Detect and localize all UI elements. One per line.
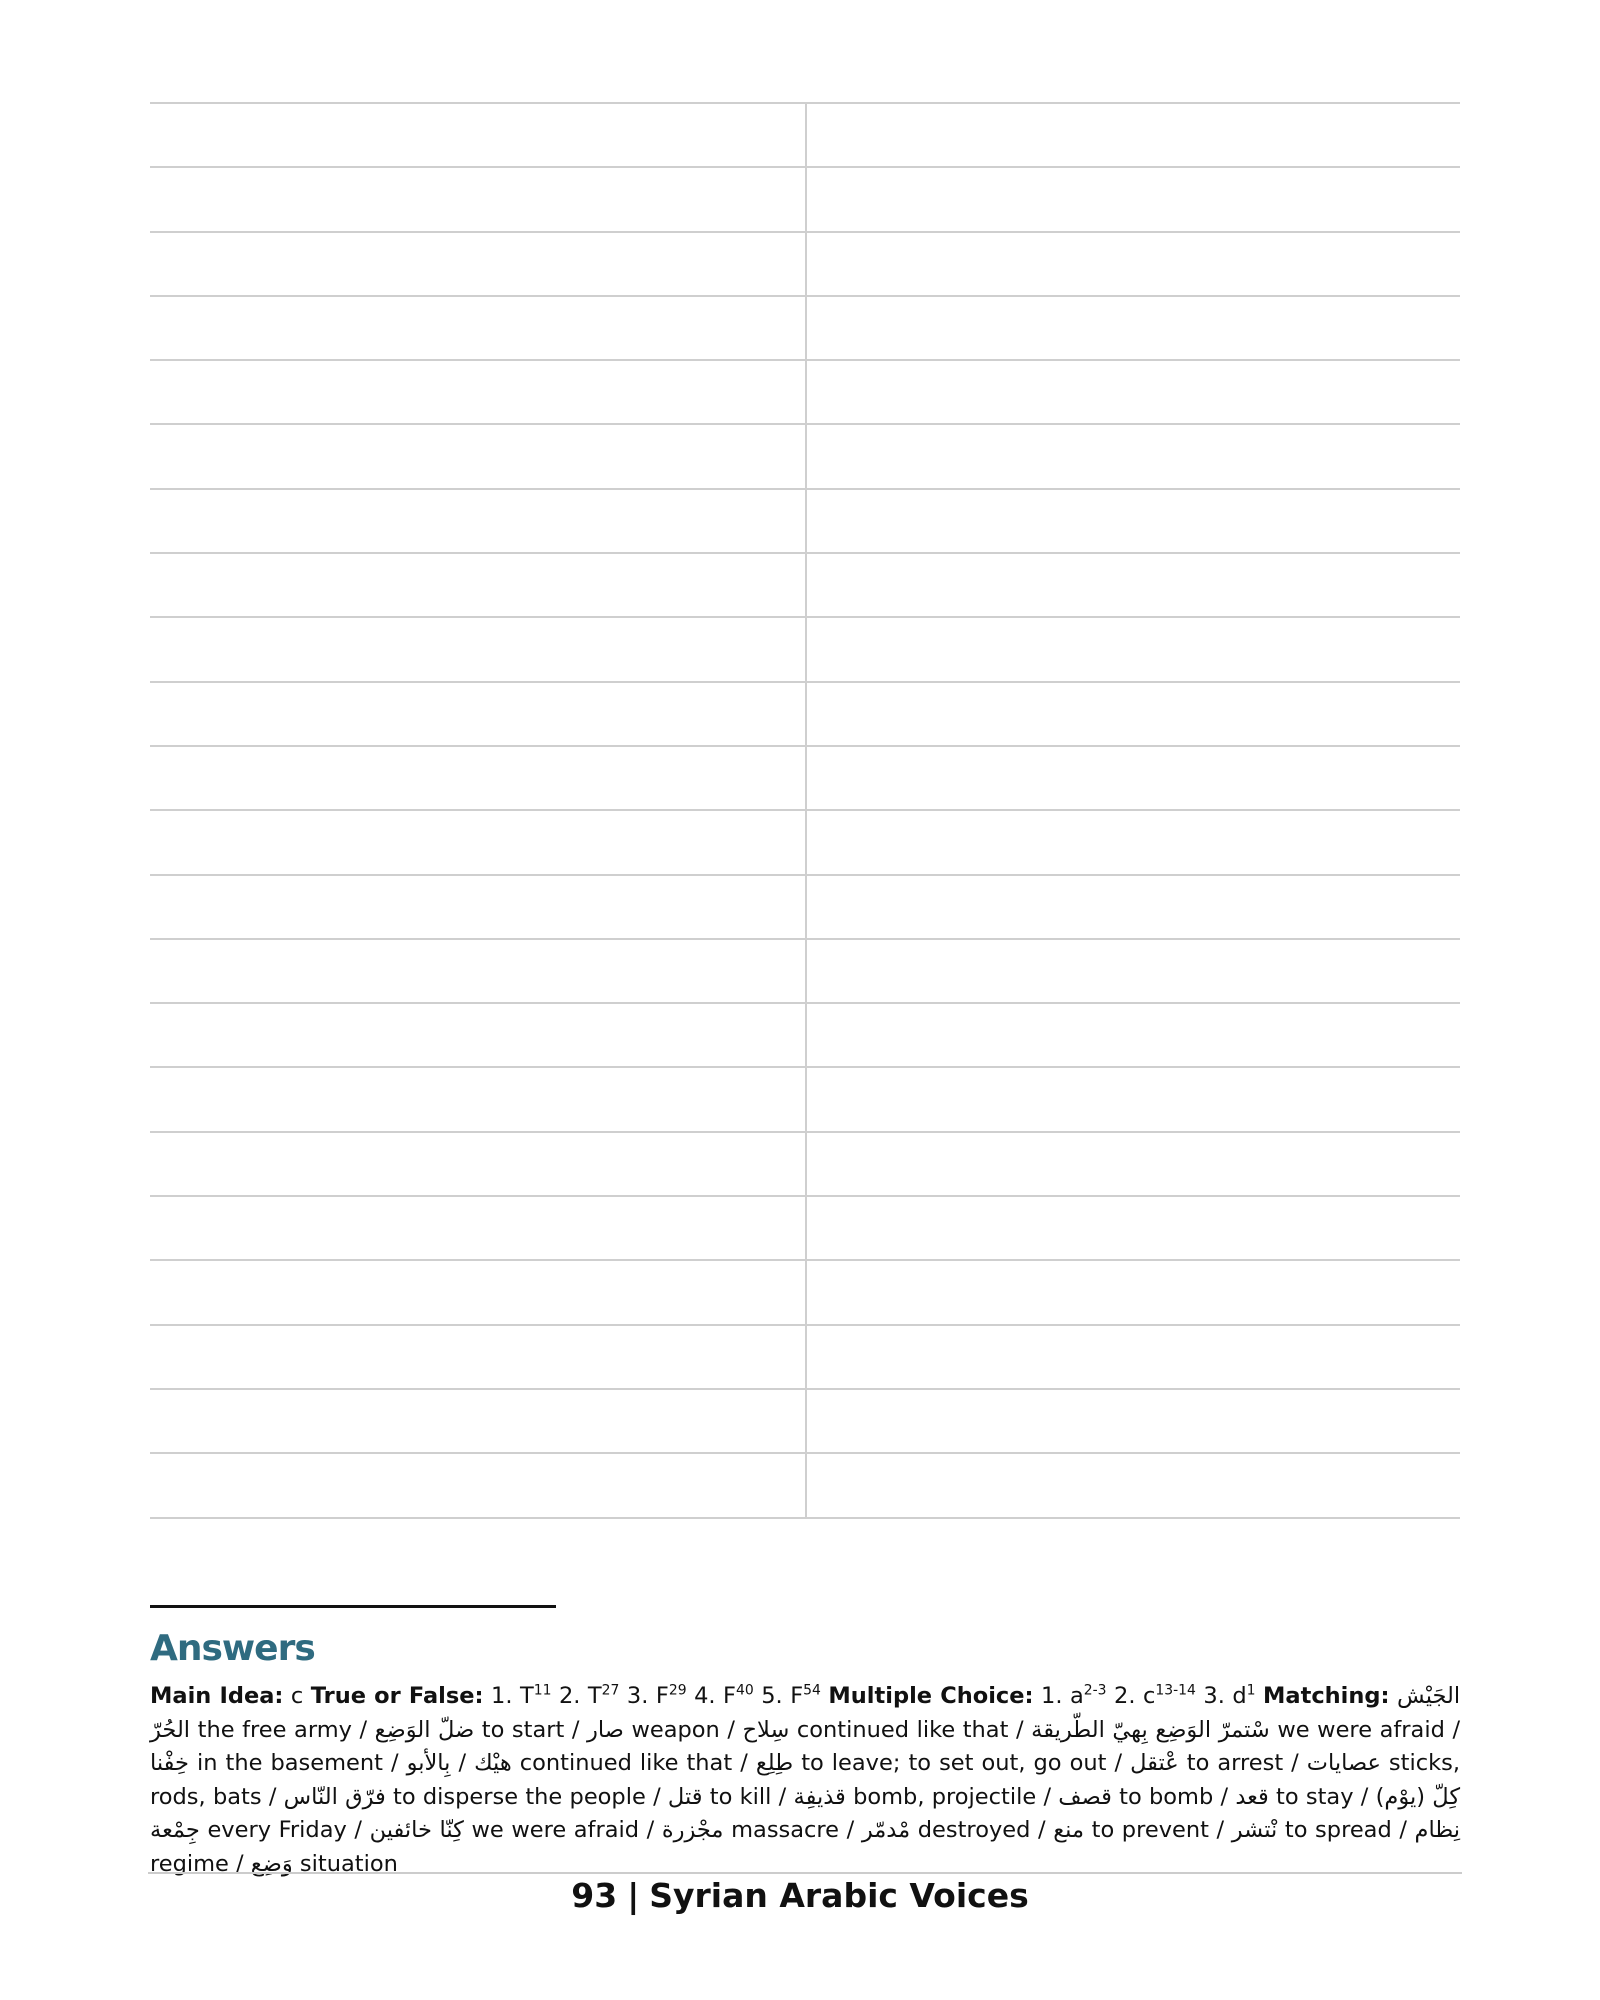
matching-arabic: خِفْنا: [150, 1750, 189, 1776]
table-row: [150, 1325, 1460, 1389]
matching-arabic: قذيفِة: [793, 1783, 846, 1810]
main-idea-label: Main Idea:: [150, 1683, 284, 1709]
table-cell-right: [806, 1196, 1460, 1260]
table-cell-right: [806, 296, 1460, 360]
matching-arabic: ضلّ الوَضِع: [374, 1716, 475, 1743]
main-idea-value: c: [290, 1683, 304, 1709]
matching-item: [474, 1750, 732, 1776]
tf-item-5: 5. $F^{54}$: [761, 1682, 821, 1709]
table-cell-right: [806, 1132, 1460, 1196]
matching-english: sticks, rods, bats: [150, 1750, 1460, 1810]
matching-english: to stay: [1276, 1783, 1354, 1810]
matching-arabic: سْتمرّ الوَضِع بِهيّ الطّريقة: [1031, 1716, 1270, 1743]
matching-arabic: نِظام: [1414, 1817, 1461, 1843]
table-row: [150, 232, 1460, 296]
matching-arabic: فرّق النّاس: [283, 1783, 386, 1810]
table-cell-left: [150, 1389, 806, 1453]
footer-separator: |: [627, 1876, 640, 1915]
table-row: [150, 617, 1460, 681]
matching-english: to leave; to set out, go out: [801, 1750, 1107, 1776]
matching-english: to kill: [709, 1783, 772, 1810]
matching-item: [1235, 1784, 1353, 1810]
table-cell-left: [150, 167, 806, 231]
table-cell-right: [806, 232, 1460, 296]
table-cell-right: [806, 939, 1460, 1003]
matching-english: to spread: [1284, 1817, 1392, 1843]
table-row: [150, 553, 1460, 617]
matching-english: to prevent: [1091, 1817, 1209, 1843]
tf-item-3: 3. $F^{29}$: [626, 1682, 687, 1709]
table-row: [150, 1453, 1460, 1517]
table-row: [150, 296, 1460, 360]
table-cell-left: [150, 1196, 806, 1260]
matching-item: [284, 1784, 646, 1810]
mc-item-3: 3. $d^1$: [1203, 1682, 1256, 1709]
matching-arabic: صار: [587, 1716, 624, 1743]
matching-item: [1053, 1817, 1209, 1843]
matching-arabic: قتل: [667, 1783, 703, 1810]
table-row: [150, 1003, 1460, 1067]
table-cell-right: [806, 1453, 1460, 1517]
table-cell-right: [806, 1067, 1460, 1131]
matching-arabic: مجْزرة: [661, 1817, 724, 1843]
table-row: [150, 1067, 1460, 1131]
table-cell-left: [150, 939, 806, 1003]
table-cell-right: [806, 424, 1460, 488]
table-cell-left: [150, 746, 806, 810]
tf-item-4: 4. $F^{40}$: [694, 1682, 754, 1709]
mc-item-2: 2. $c^{13-14}$: [1114, 1682, 1196, 1709]
table-row: [150, 1389, 1460, 1453]
table-cell-left: [150, 1067, 806, 1131]
matching-item: [1031, 1717, 1445, 1743]
table-row: [150, 360, 1460, 424]
matching-english: situation: [299, 1850, 398, 1877]
matching-english: to arrest: [1186, 1750, 1284, 1776]
matching-arabic: هيْك: [474, 1750, 512, 1776]
matching-item: [1130, 1750, 1283, 1776]
matching-item: [794, 1784, 1037, 1810]
table-cell-right: [806, 875, 1460, 939]
matching-arabic: كِنّا خائفين: [369, 1817, 464, 1843]
table-row: [150, 167, 1460, 231]
matching-item: [668, 1784, 772, 1810]
table-cell-right: [806, 553, 1460, 617]
matching-list: الجَيْش الحُرّ the free army / ضلّ الوَضِع to start / صار weapon / سِلاح continued like that / سْتمرّ الوَضِع بِهيّ الطّريقة we were afraid / خِفْنا in the basement / بِالأبو / هيْك continued like that / طِلِع to leave; to set out, go out / عْتقل to arrest / عصايات sticks, rods, bats / فرّق النّاس to disperse the people / قتل to kill / قذيفِة bomb, projectile / قصف to bomb / قعد to stay / كِلّ (يوْم) جِمْعة every Friday / كِنّا خائفين we were afraid / مجْزرة massacre / مْدمّر destroyed / منع to prevent / نْتشر to spread / نِظام regime / وَضِع situation: [150, 1683, 1461, 1877]
matching-item: [407, 1750, 451, 1776]
table-row: [150, 424, 1460, 488]
table-cell-right: [806, 489, 1460, 553]
table-cell-right: [806, 167, 1460, 231]
table-cell-left: [150, 810, 806, 874]
table-cell-left: [150, 489, 806, 553]
matching-item: [1232, 1817, 1392, 1843]
table-cell-left: [150, 1325, 806, 1389]
table-cell-left: [150, 360, 806, 424]
answers-body: [150, 1680, 1460, 1881]
matching-arabic: عصايات: [1306, 1750, 1381, 1776]
table-cell-left: [150, 875, 806, 939]
table-row: [150, 810, 1460, 874]
matching-arabic: قعد: [1235, 1783, 1269, 1810]
matching-english: to bomb: [1119, 1783, 1214, 1810]
table-cell-right: [806, 1260, 1460, 1324]
matching-item: [862, 1817, 1031, 1843]
table-cell-left: [150, 1453, 806, 1517]
matching-english: massacre: [731, 1817, 840, 1843]
true-false-label: True or False:: [310, 1683, 484, 1709]
footer-rule: [148, 1872, 1462, 1874]
table-cell-left: [150, 232, 806, 296]
matching-english: we were afraid: [1277, 1716, 1445, 1743]
answers-heading: Answers: [150, 1628, 315, 1669]
table-cell-left: [150, 682, 806, 746]
matching-arabic: عْتقل: [1130, 1750, 1179, 1776]
table-row: [150, 1196, 1460, 1260]
matching-english: continued like that: [519, 1750, 733, 1776]
table-row: [150, 489, 1460, 553]
table-cell-right: [806, 360, 1460, 424]
matching-arabic: طِلِع: [755, 1750, 794, 1776]
matching-arabic: مْدمّر: [861, 1817, 911, 1843]
multiple-choice-label: Multiple Choice:: [828, 1683, 1034, 1709]
matching-english: to start: [481, 1716, 565, 1743]
matching-item: [370, 1817, 639, 1843]
matching-english: the free army: [197, 1716, 352, 1743]
table-row: [150, 746, 1460, 810]
matching-english: weapon: [631, 1716, 720, 1743]
matching-arabic: الجَيْش الحُرّ: [150, 1683, 1461, 1743]
table-cell-right: [806, 810, 1460, 874]
matching-item: [1058, 1784, 1213, 1810]
page-footer: [0, 1876, 1600, 1915]
table-row: [150, 875, 1460, 939]
matching-english: to disperse the people: [393, 1783, 646, 1810]
matching-arabic: منع: [1053, 1817, 1085, 1843]
matching-arabic: وَضِع: [250, 1850, 293, 1877]
matching-english: bomb, projectile: [853, 1783, 1037, 1810]
blank-table: [150, 102, 1460, 1519]
book-title: Syrian Arabic Voices: [649, 1876, 1029, 1915]
table-cell-right: [806, 1003, 1460, 1067]
matching-english: continued like that: [796, 1716, 1009, 1743]
matching-english: we were afraid: [471, 1817, 640, 1843]
table-row: [150, 1260, 1460, 1324]
matching-item: [662, 1817, 839, 1843]
matching-item: [587, 1717, 720, 1743]
matching-item: [150, 1750, 383, 1776]
matching-english: regime: [150, 1850, 229, 1877]
matching-english: every Friday: [207, 1817, 347, 1843]
table-cell-left: [150, 617, 806, 681]
table-cell-left: [150, 1260, 806, 1324]
blank-notes-table: [150, 102, 1460, 1519]
table-row: [150, 939, 1460, 1003]
table-row: [150, 103, 1460, 167]
matching-item: [743, 1717, 1009, 1743]
table-row: [150, 1132, 1460, 1196]
page-number: 93: [571, 1876, 618, 1915]
footnote-rule: [150, 1605, 556, 1608]
table-cell-left: [150, 424, 806, 488]
table-cell-left: [150, 1003, 806, 1067]
tf-item-2: 2. $T^{27}$: [558, 1682, 620, 1709]
table-cell-right: [806, 1325, 1460, 1389]
table-cell-right: [806, 103, 1460, 167]
matching-arabic: كِلّ (يوْم) جِمْعة: [150, 1783, 1461, 1843]
table-cell-right: [806, 1389, 1460, 1453]
matching-arabic: بِالأبو: [406, 1750, 451, 1776]
matching-arabic: نْتشر: [1231, 1817, 1278, 1843]
table-cell-right: [806, 746, 1460, 810]
matching-label: Matching:: [1263, 1683, 1390, 1709]
matching-item: [756, 1750, 1107, 1776]
matching-item: [375, 1717, 565, 1743]
table-cell-left: [150, 103, 806, 167]
matching-english: in the basement: [196, 1750, 383, 1776]
matching-arabic: قصف: [1058, 1783, 1112, 1810]
matching-arabic: سِلاح: [742, 1716, 790, 1743]
matching-english: destroyed: [917, 1817, 1031, 1843]
table-cell-right: [806, 617, 1460, 681]
table-cell-right: [806, 682, 1460, 746]
mc-item-1: 1. $a^{2-3}$: [1041, 1682, 1107, 1709]
table-cell-left: [150, 553, 806, 617]
table-row: [150, 682, 1460, 746]
table-cell-left: [150, 1132, 806, 1196]
tf-item-1: 1. $T^{11}$: [491, 1682, 552, 1709]
table-cell-left: [150, 296, 806, 360]
